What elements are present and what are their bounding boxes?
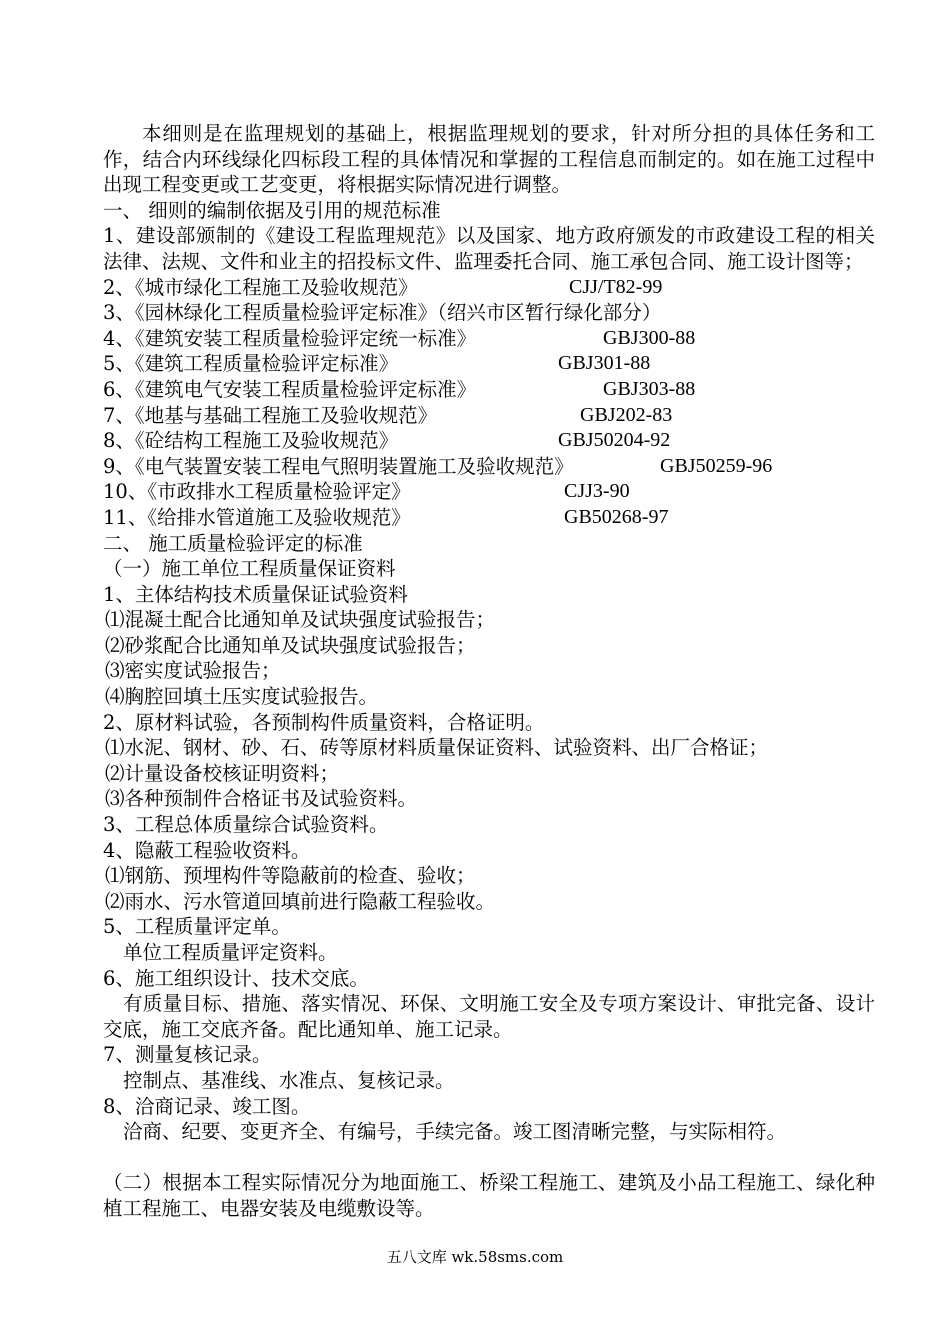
- standard-row: [103, 377, 875, 403]
- standard-row: [103, 275, 875, 301]
- standard-code: CJJ/T82-99: [569, 275, 663, 298]
- list-item: ⑴混凝土配合比通知单及试块强度试验报告；: [105, 608, 496, 632]
- standard-row: [103, 479, 875, 505]
- list-item-detail: 有质量目标、措施、落实情况、环保、文明施工安全及专项方案设计、审批完备、设计交底，施工交底齐备。配比通知单、施工记录。: [103, 992, 875, 1041]
- list-item: 7、测量复核记录。: [103, 1043, 272, 1067]
- section-2-title: 二、 施工质量检验评定的标准: [103, 531, 363, 555]
- list-item: ⑷胸腔回填土压实度试验报告。: [105, 685, 379, 709]
- standard-row: [103, 428, 875, 454]
- standard-name: 8、《砼结构工程施工及验收规范》: [103, 429, 399, 453]
- standard-code: CJJ3-90: [564, 480, 630, 503]
- standard-row: [103, 351, 875, 377]
- standard-code: GBJ301-88: [558, 352, 651, 375]
- standard-code: GBJ202-83: [580, 403, 673, 426]
- section-1-title: 一、 细则的编制依据及引用的规范标准: [103, 198, 441, 222]
- document-body: [103, 121, 875, 1222]
- standard-code: GBJ300-88: [603, 326, 696, 349]
- list-item: ⑶各种预制件合格证书及试验资料。: [105, 787, 418, 811]
- standard-name: 2、《城市绿化工程施工及验收规范》: [103, 275, 418, 299]
- list-item: 2、原材料试验，各预制构件质量资料，合格证明。: [103, 710, 545, 734]
- page-footer: 五八文库 wk.58sms.com: [386, 1248, 564, 1266]
- list-item: 4、隐蔽工程验收资料。: [103, 838, 311, 862]
- standard-name: 7、《地基与基础工程施工及验收规范》: [103, 403, 438, 427]
- list-item: ⑶密实度试验报告；: [105, 659, 281, 683]
- list-item: ⑵计量设备校核证明资料；: [105, 761, 340, 785]
- standard-name: 5、《建筑工程质量检验评定标准》: [103, 352, 399, 376]
- basis-item-1: 1、建设部颁制的《建设工程监理规范》以及国家、地方政府颁发的市政建设工程的相关法律、法规、文件和业主的招投标文件、监理委托合同、施工承包合同、施工设计图等；: [103, 224, 875, 273]
- list-item: 5、工程质量评定单。: [103, 915, 291, 939]
- standard-row: [103, 403, 875, 429]
- standard-code: GBJ50259-96: [660, 454, 773, 477]
- list-item-detail: 洽商、纪要、变更齐全、有编号，手续完备。竣工图清晰完整，与实际相符。: [123, 1120, 787, 1144]
- blank-line: [103, 1145, 875, 1171]
- standard-name: 6、《建筑电气安装工程质量检验评定标准》: [103, 377, 477, 401]
- standard-name: 4、《建筑安装工程质量检验评定统一标准》: [103, 326, 477, 350]
- list-item-detail: 单位工程质量评定资料。: [123, 941, 338, 964]
- standard-code: GBJ303-88: [603, 377, 696, 400]
- list-item: ⑴钢筋、预埋构件等隐蔽前的检查、验收；: [105, 864, 476, 888]
- list-item: ⑵砂浆配合比通知单及试块强度试验报告；: [105, 633, 476, 657]
- list-item: 8、洽商记录、竣工图。: [103, 1094, 311, 1118]
- standard-row: [103, 505, 875, 531]
- list-item: 6、施工组织设计、技术交底。: [103, 966, 369, 990]
- standard-name: 10、《市政排水工程质量检验评定》: [103, 480, 411, 504]
- list-item: 3、工程总体质量综合试验资料。: [103, 813, 389, 837]
- list-item: ⑵雨水、污水管道回填前进行隐蔽工程验收。: [105, 889, 496, 913]
- list-item: ⑴水泥、钢材、砂、石、砖等原材料质量保证资料、试验资料、出厂合格证；: [105, 736, 769, 760]
- standard-name: 11、《给排水管道施工及验收规范》: [103, 505, 411, 529]
- standard-row: [103, 454, 875, 480]
- subsection-1-title: （一）施工单位工程质量保证资料: [103, 557, 396, 581]
- standard-row: [103, 300, 875, 326]
- intro-paragraph: 本细则是在监理规划的基础上，根据监理规划的要求，针对所分担的具体任务和工作，结合内环线绿化四标段工程的具体情况和掌握的工程信息而制定的。如在施工过程中出现工程变更或工艺变更，将根据实际情况进行调整。: [103, 122, 875, 197]
- subsection-2-paragraph: （二）根据本工程实际情况分为地面施工、桥梁工程施工、建筑及小品工程施工、绿化种植工程施工、电器安装及电缆敷设等。: [103, 1171, 875, 1220]
- list-item: 1、主体结构技术质量保证试验资料: [103, 582, 408, 606]
- standard-row: [103, 326, 875, 352]
- standard-name: 9、《电气装置安装工程电气照明装置施工及验收规范》: [103, 454, 574, 478]
- list-item-detail: 控制点、基准线、水准点、复核记录。: [123, 1068, 455, 1092]
- standard-code: GB50268-97: [564, 505, 669, 528]
- standard-code: GBJ50204-92: [558, 429, 671, 452]
- standard-name: 3、《园林绿化工程质量检验评定标准》（绍兴市区暂行绿化部分）: [103, 301, 662, 325]
